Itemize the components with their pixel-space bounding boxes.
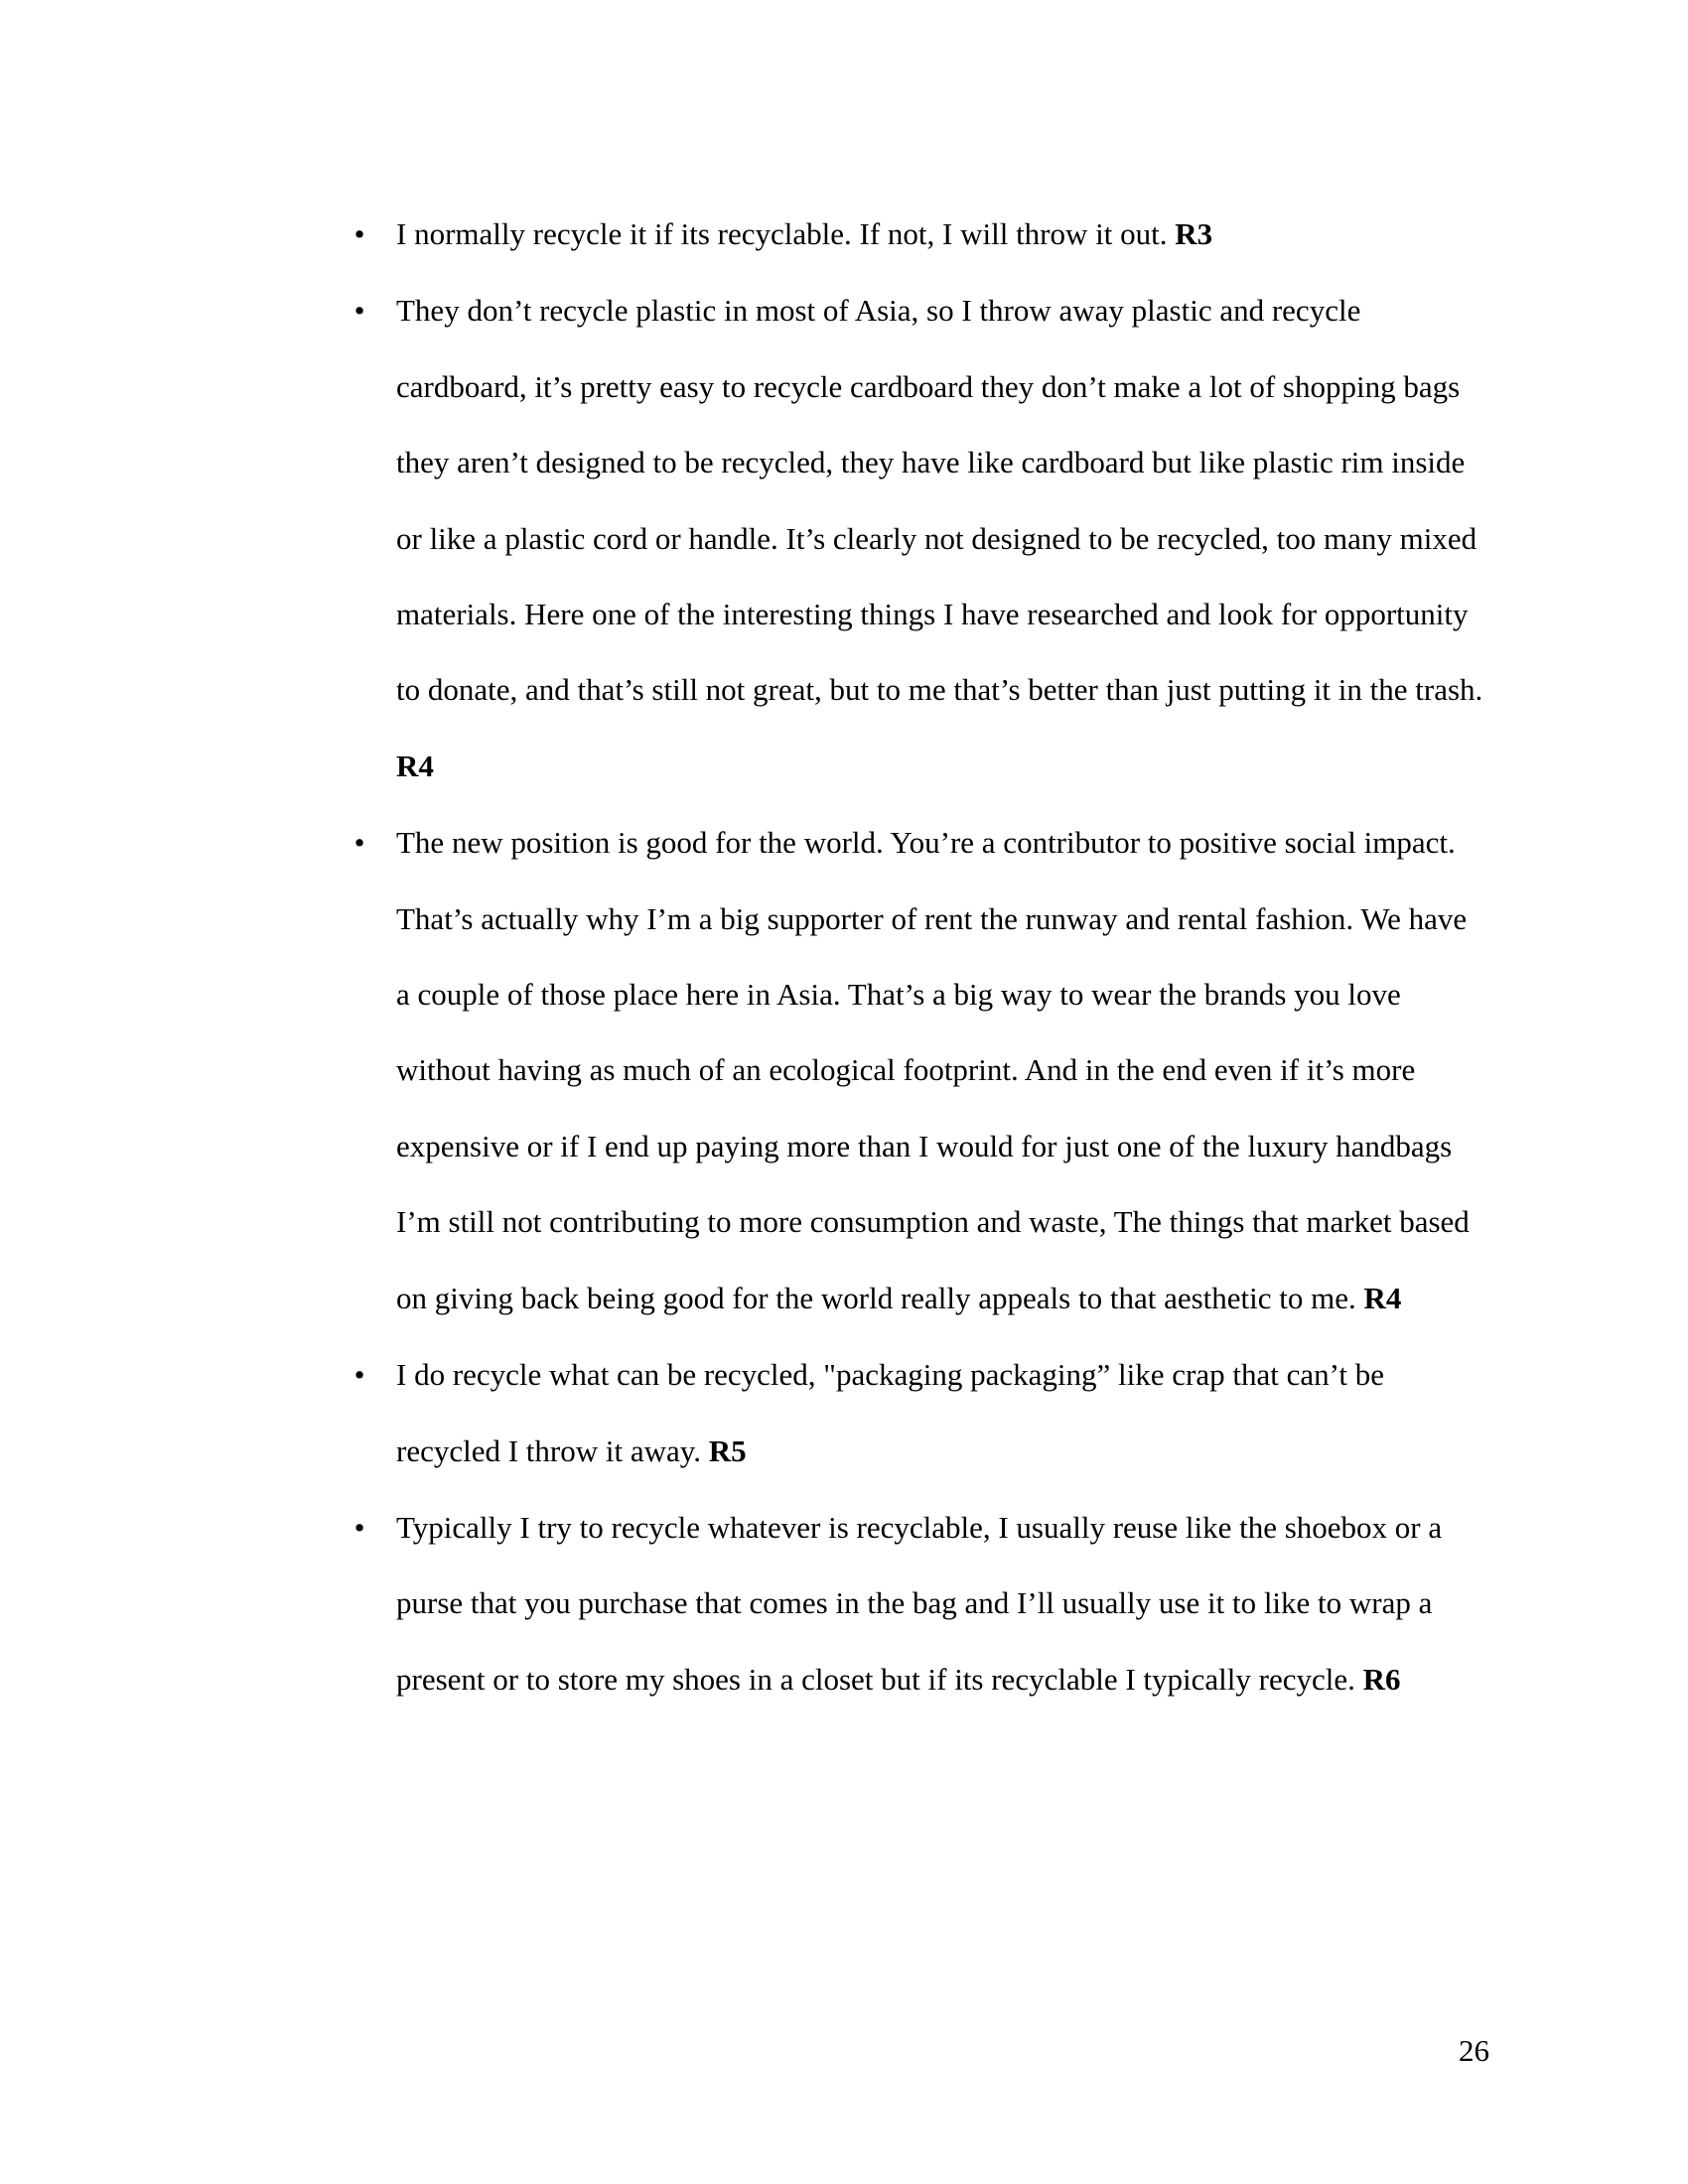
respondent-ref: R5 (708, 1433, 747, 1468)
respondent-ref: R4 (396, 748, 434, 783)
respondent-ref: R4 (1363, 1280, 1402, 1315)
quote-list (340, 197, 1483, 1718)
list-item (340, 1490, 1483, 1717)
quote-text: The new position is good for the world. You’re a contributor to positive social impact. That’s actually why I’m a big supporter of rent the runway and rental fashion. We have a couple of those place here in Asia. That’s a big way to wear the brands you love without having as much of an ecological footprint. And in the end even if it’s more expensive or if I end up paying more than I would for just one of the luxury handbags I’m still not contributing to more consumption and waste, The things that market based on giving back being good for the world really appeals to that aesthetic to me. (396, 825, 1470, 1315)
page-number: 26 (1459, 2033, 1489, 2068)
list-item (340, 197, 1483, 272)
quote-text: Typically I try to recycle whatever is recyclable, I usually reuse like the shoebox or a purse that you purchase that comes in the bag and I’ll usually use it to like to wrap a present or to store my shoes in a closet but if its recyclable I typically recycle. (396, 1509, 1443, 1697)
bullet-icon: • (353, 1357, 365, 1393)
bullet-icon: • (353, 1509, 365, 1545)
quote-text: I normally recycle it if its recyclable. If not, I will throw it out. (396, 216, 1168, 251)
list-item (340, 273, 1483, 804)
quote-text: They don’t recycle plastic in most of Asia, so I throw away plastic and recycle cardboard, it’s pretty easy to recycle cardboard they don’t make a lot of shopping bags they aren’t designed to be recycled, they have like cardboard but like plastic rim inside or like a plastic cord or handle. It’s clearly not designed to be recycled, too many mixed materials. Here one of the interesting things I have researched and look for opportunity to donate, and that’s still not great, but to me that’s better than just putting it in the trash. (396, 293, 1483, 708)
respondent-ref: R3 (1175, 216, 1213, 251)
respondent-ref: R6 (1362, 1661, 1401, 1697)
quote-text: I do recycle what can be recycled, "packaging packaging” like crap that can’t be recycled I throw it away. (396, 1357, 1384, 1468)
bullet-icon: • (353, 293, 365, 329)
list-item (340, 805, 1483, 1336)
bullet-icon: • (353, 825, 365, 861)
list-item (340, 1337, 1483, 1489)
bullet-icon: • (353, 216, 365, 251)
